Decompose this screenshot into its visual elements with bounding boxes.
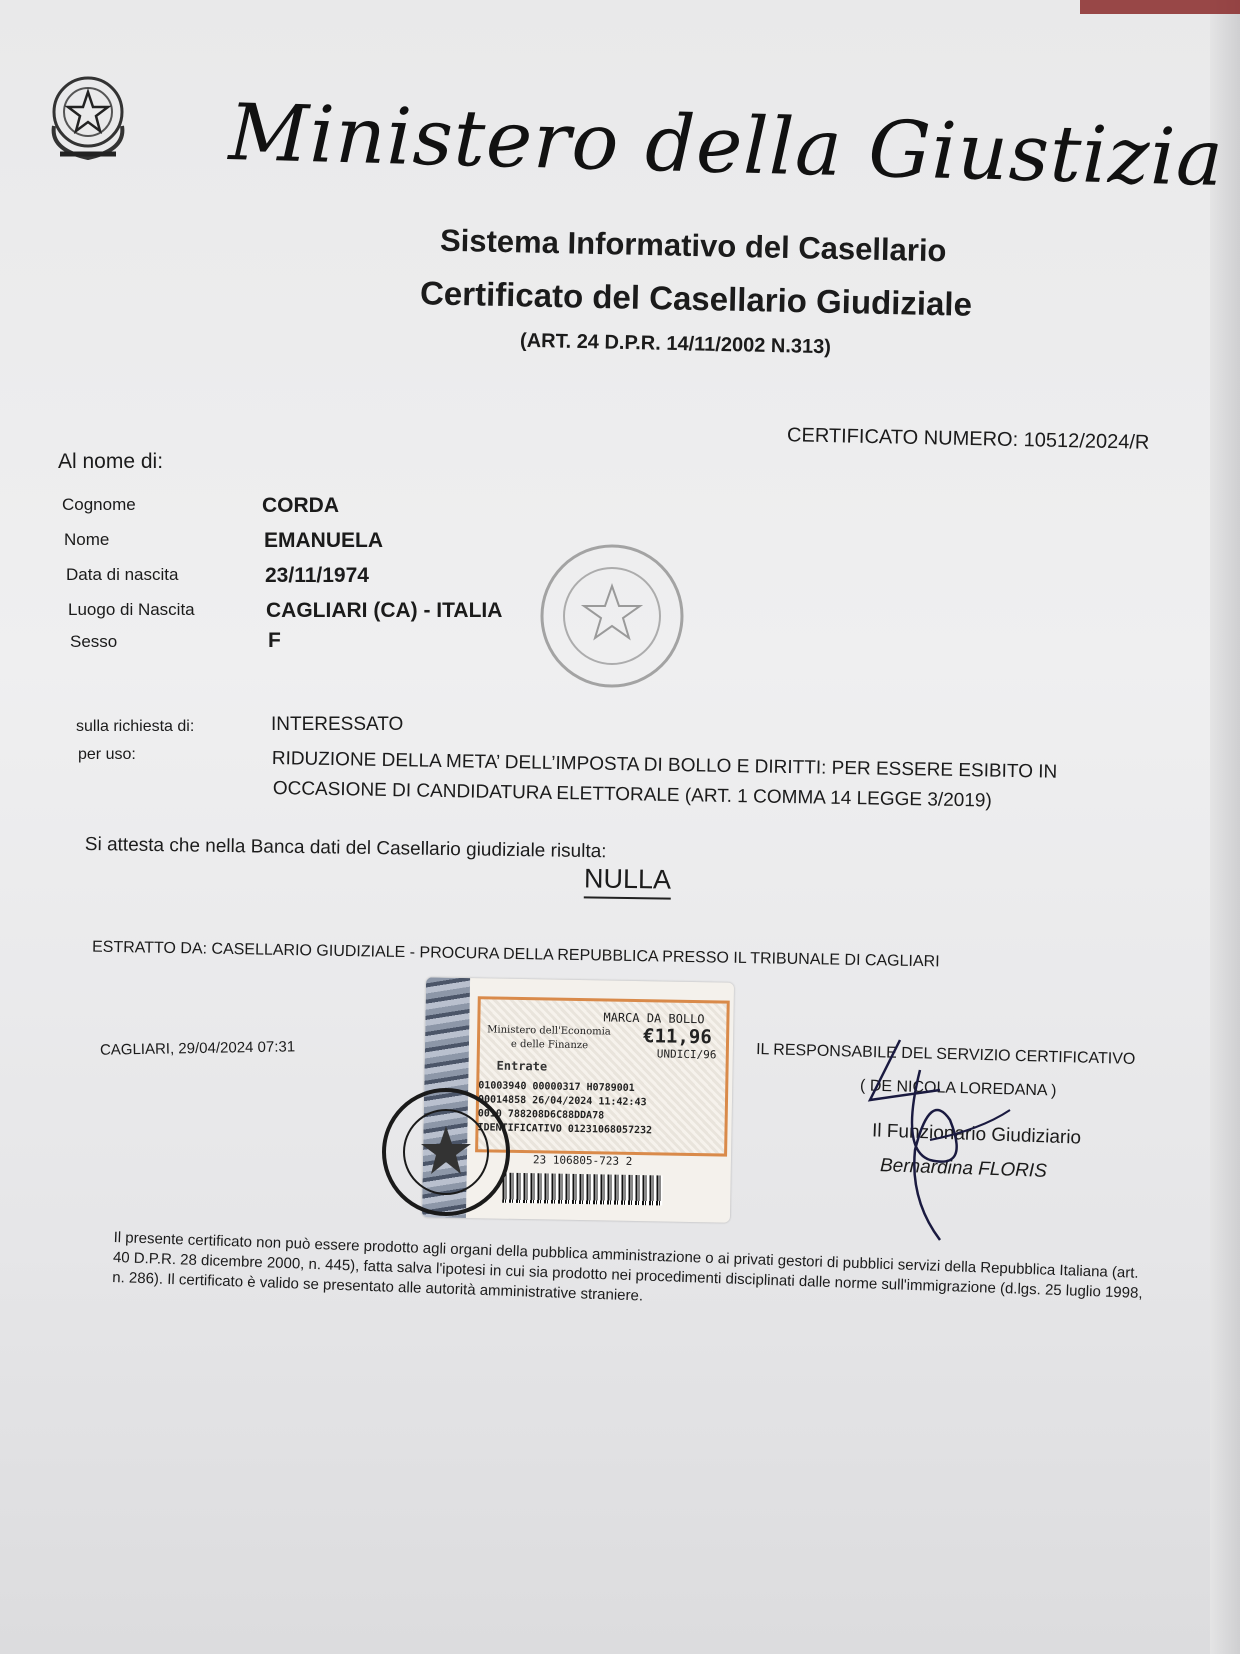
value-name: EMANUELA [264,529,383,552]
responsible-title: IL RESPONSABILE DEL SERVIZIO CERTIFICATIVO [755,1041,1136,1068]
value-birth-place: CAGLIARI (CA) - ITALIA [266,599,503,622]
stamp-code-line-4: IDENTIFICATIVO 01231068057232 [477,1122,653,1137]
stamp-code-line-1: 01003940 00000317 H0789001 [478,1080,635,1094]
cancellation-stamp-icon [376,1082,516,1222]
result-value: NULLA [584,863,672,899]
stamp-amount-words: UNDICI/96 [656,1047,717,1062]
person-heading: Al nome di: [58,450,164,473]
value-birth-date: 23/11/1974 [265,564,369,587]
officer-name: Bernardina FLORIS [879,1155,1048,1182]
background-strip [1080,0,1240,14]
certificate-title: Certificato del Casellario Giudiziale [419,274,973,323]
ministry-title: Ministero della Giustizia [227,88,1225,205]
tribunal-seal-icon [536,540,688,692]
italian-republic-emblem-icon [40,66,136,166]
use-line-2: OCCASIONE DI CANDIDATURA ELETTORALE (ART. 1 COMMA 14 LEGGE 3/2019) [272,778,992,812]
certificate-number: CERTIFICATO NUMERO: 10512/2024/R [786,424,1150,454]
stamp-code-line-2: 00014858 26/04/2024 11:42:43 [477,1094,647,1109]
value-surname: CORDA [262,494,339,517]
responsible-name: ( DE NICOLA LOREDANA ) [859,1077,1057,1100]
stamp-amount: €11,96 [642,1025,712,1049]
handwritten-signature [860,1030,1020,1250]
label-name: Nome [64,530,110,549]
label-birth-place: Luogo di Nascita [68,600,195,619]
request-value: INTERESSATO [271,714,404,735]
stamp-label: MARCA DA BOLLO [603,1010,705,1027]
label-surname: Cognome [62,495,136,514]
use-line-1: RIDUZIONE DELLA META’ DELL’IMPOSTA DI BOLLO E DIRITTI: PER ESSERE ESIBITO IN [271,748,1058,783]
stamp-barcode [502,1173,662,1206]
label-sex: Sesso [70,632,118,651]
legal-footer: Il presente certificato non può essere prodotto agli organi della pubblica amministrazione o ai privati gestori di pubblici servizi della Repubblica Italiana (art. 40 D.P.R. 28 dicembre 2000, n. 445), fatta salva l'ipotesi in cui sia prodotto nei procedimenti disciplinati dalle norme sull'immigrazione (d.lgs. 25 luglio 1998, n. 286). Il certificato è valido se presentato alle autorità amministrative straniere. [111,1228,1143,1305]
attestation-text: Si attesta che nella Banca dati del Casellario giudiziale risulta: [84,834,607,863]
system-title: Sistema Informativo del Casellario [439,222,947,269]
legal-reference: (ART. 24 D.P.R. 14/11/2002 N.313) [519,329,832,359]
stamp-issuer: Ministero dell'Economia [487,1024,611,1038]
use-label: per uso: [78,746,136,763]
stamp-issuer-2: e delle Finanze [510,1038,589,1052]
label-birth-date: Data di nascita [66,565,179,584]
value-sex: F [268,629,281,652]
stamp-serial: 23 106805-723 2 [532,1153,633,1168]
paper-edge [1210,0,1240,1654]
officer-title: Il Funzionario Giudiziario [871,1120,1082,1149]
place-date: CAGLIARI, 29/04/2024 07:31 [99,1038,296,1059]
stamp-agency: Entrate [496,1058,548,1074]
stamp-code-line-3: 0010 788208D6C88DDA78 [477,1108,605,1122]
extracted-from: ESTRATTO DA: CASELLARIO GIUDIZIALE - PROCURA DELLA REPUBBLICA PRESSO IL TRIBUNALE DI CAGLIARI [91,938,940,971]
request-label: sulla richiesta di: [76,718,195,735]
